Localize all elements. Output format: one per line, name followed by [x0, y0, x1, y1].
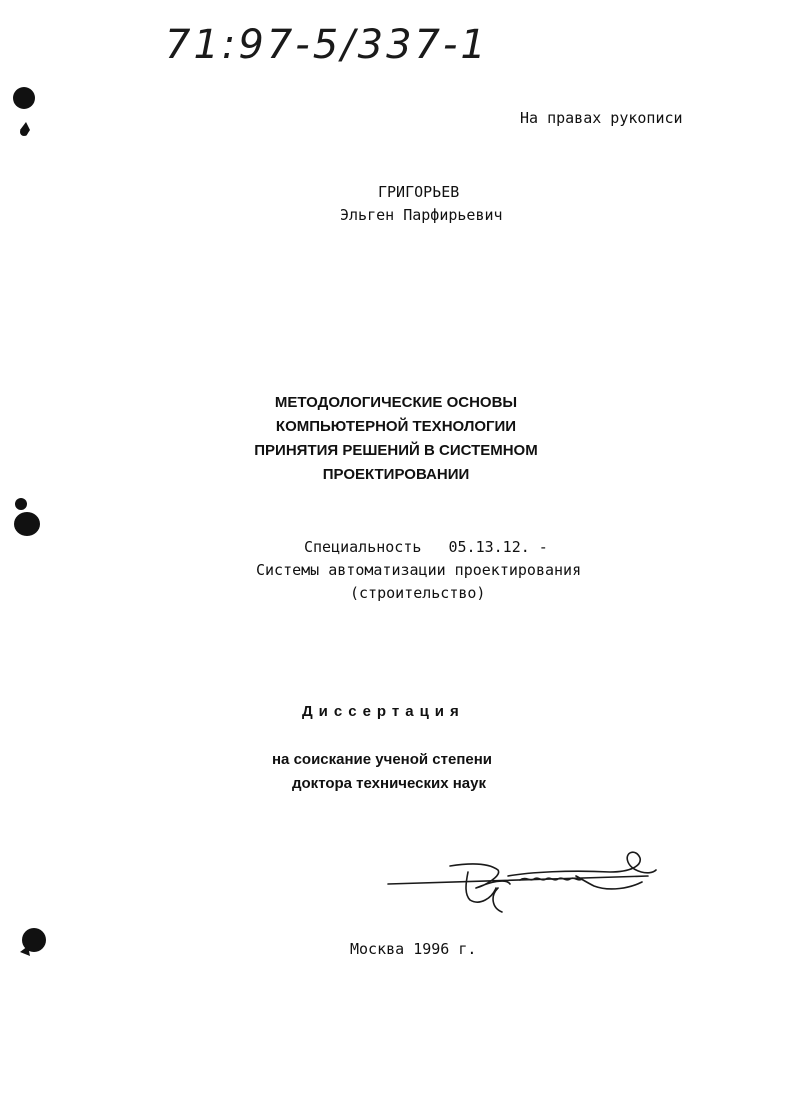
author-given-names: Эльген Парфирьевич — [340, 206, 503, 224]
title-line-1: МЕТОДОЛОГИЧЕСКИЕ ОСНОВЫ — [274, 394, 518, 411]
specialty-line-2: Системы автоматизации проектирования — [256, 561, 582, 579]
archive-code: 71:97-5/337-1 — [165, 22, 489, 68]
title-line-3: ПРИНЯТИЯ РЕШЕНИЙ В СИСТЕМНОМ — [254, 442, 538, 459]
document-type: Диссертация — [302, 703, 465, 720]
signature — [380, 842, 665, 918]
degree-line-1: на соискание ученой степени — [272, 751, 492, 768]
rights-note: На правах рукописи — [520, 109, 683, 127]
scan-blot-bottom — [14, 922, 54, 962]
place-year: Москва 1996 г. — [350, 940, 477, 958]
specialty-line-1: Специальность 05.13.12. - — [304, 538, 548, 556]
title-line-4: ПРОЕКТИРОВАНИИ — [322, 466, 470, 483]
scan-blot-top — [10, 84, 40, 144]
specialty-line-3: (строительство) — [350, 584, 486, 602]
scan-blot-middle — [10, 496, 44, 542]
degree-line-2: доктора технических наук — [292, 775, 486, 792]
author-surname: ГРИГОРЬЕВ — [378, 183, 460, 201]
title-line-2: КОМПЬЮТЕРНОЙ ТЕХНОЛОГИИ — [275, 418, 517, 435]
